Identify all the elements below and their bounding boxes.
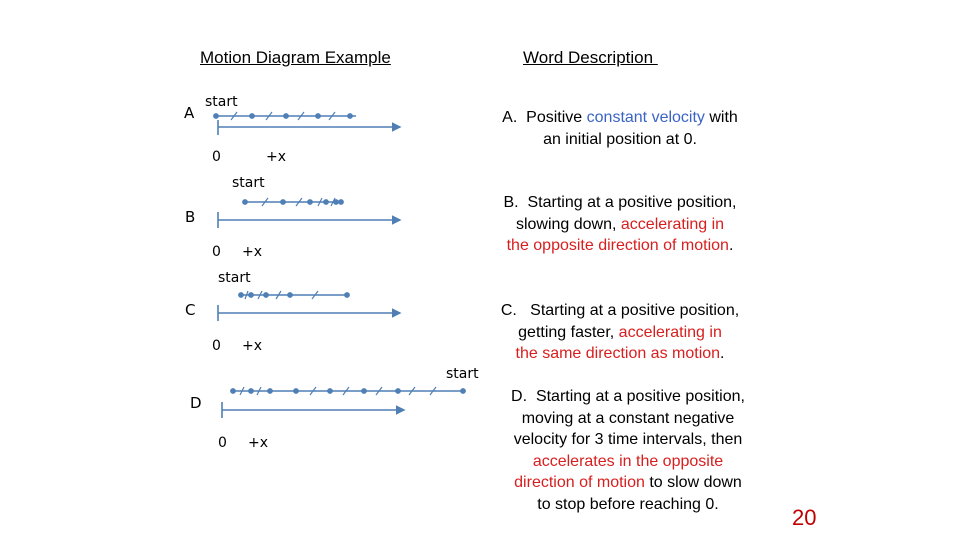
description-segment: to slow down <box>644 474 742 491</box>
diagram-b-axis-label: +x <box>242 244 263 260</box>
description-segment: accelerates in the opposite <box>532 452 724 470</box>
description-segment: B. Starting at a positive position, <box>503 194 737 211</box>
description-line <box>478 386 778 408</box>
diagram-b-letter: B <box>185 208 196 226</box>
diagram-a-origin-label: 0 <box>212 149 221 165</box>
diagram-a-letter: A <box>184 104 195 122</box>
diagram-a-axis-label: +x <box>266 149 287 165</box>
diagram-d-start-label: start <box>446 366 479 382</box>
diagram-d-axis-label: +x <box>248 435 269 451</box>
description-a <box>470 107 770 150</box>
description-line <box>470 129 770 151</box>
description-line <box>470 322 770 344</box>
description-segment: A. Positive <box>502 109 587 126</box>
description-segment: . <box>720 345 725 362</box>
description-segment: accelerating in <box>620 215 725 233</box>
description-line <box>478 494 778 516</box>
description-segment: with <box>704 109 738 126</box>
description-segment: velocity for 3 time intervals, then <box>513 431 743 448</box>
description-line <box>470 300 770 322</box>
description-c <box>470 300 770 365</box>
description-line <box>470 343 770 365</box>
diagram-a-start-label: start <box>205 94 238 110</box>
description-b <box>470 192 770 257</box>
diagram-d-letter: D <box>190 394 202 412</box>
description-d <box>478 386 778 515</box>
diagram-c-origin-label: 0 <box>212 338 221 354</box>
description-segment: slowing down, <box>515 215 621 233</box>
diagram-c-letter: C <box>185 301 196 319</box>
description-line <box>470 235 770 257</box>
description-line <box>478 472 778 494</box>
description-segment: accelerating in <box>618 323 722 341</box>
heading-motion-diagram: Motion Diagram Example <box>200 48 391 67</box>
description-line <box>470 192 770 214</box>
diagram-c-motion <box>218 291 400 321</box>
description-segment: . <box>728 237 734 254</box>
description-line <box>478 451 778 473</box>
heading-word-description: Word Description <box>523 48 658 67</box>
description-segment: C. Starting at a positive position, <box>500 302 740 319</box>
description-segment: the opposite direction of motion <box>506 237 729 254</box>
description-segment: to stop before reaching 0. <box>537 495 719 513</box>
diagram-a-motion <box>214 112 400 135</box>
diagram-b-origin-label: 0 <box>212 244 221 260</box>
description-line <box>470 214 770 236</box>
description-segment: moving at a constant negative <box>521 409 735 427</box>
description-segment: an initial position at 0. <box>543 130 697 148</box>
diagram-c-start-label: start <box>218 270 251 286</box>
description-line <box>470 107 770 129</box>
description-segment: D. Starting at a positive position, <box>511 388 745 405</box>
diagram-d-motion <box>222 387 465 418</box>
description-segment: the same direction as motion <box>515 345 721 362</box>
diagram-d-origin-label: 0 <box>218 435 227 451</box>
description-segment: getting faster, <box>518 323 619 341</box>
diagram-b-start-label: start <box>232 175 265 191</box>
slide-number: 20 <box>792 505 817 530</box>
diagram-b-motion <box>218 198 400 228</box>
description-segment: direction of motion <box>514 474 645 491</box>
description-line <box>478 408 778 430</box>
diagram-c-axis-label: +x <box>242 338 263 354</box>
description-line <box>478 429 778 451</box>
description-segment: constant velocity <box>586 109 705 126</box>
